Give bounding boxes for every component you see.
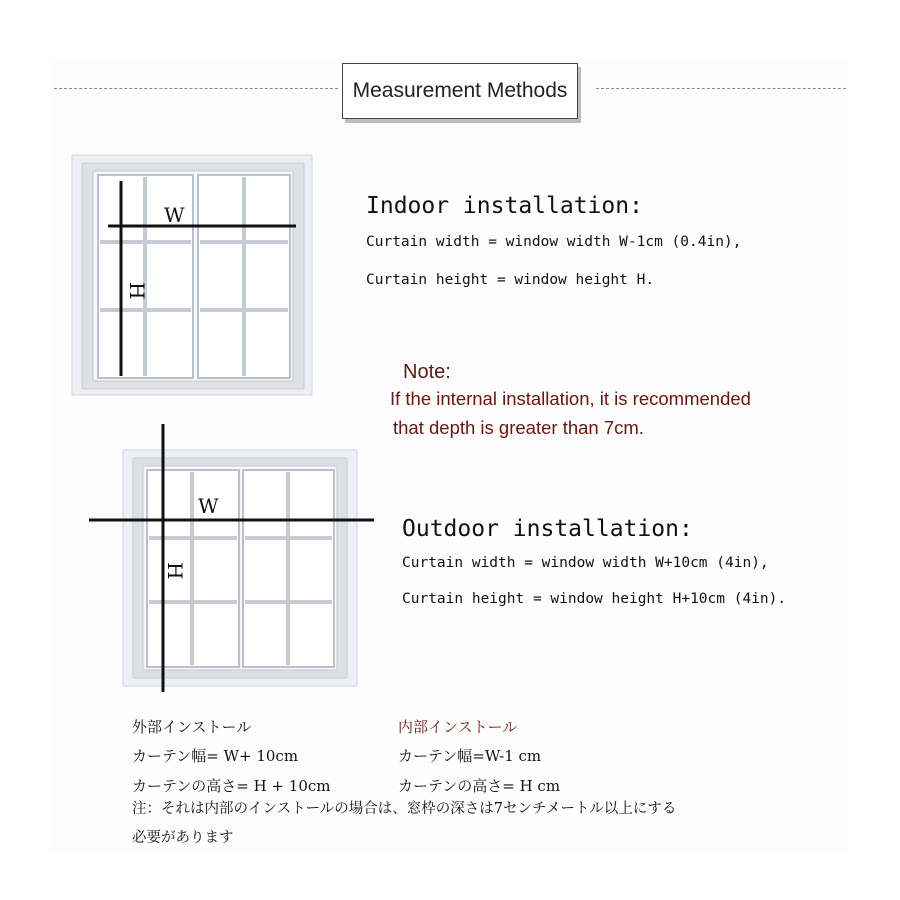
outdoor-heading: Outdoor installation:: [402, 516, 693, 542]
jp-indoor-height: カーテンの高さ= H cm: [398, 777, 561, 795]
outdoor-width-formula: Curtain width = window width W+10cm (4in),: [402, 555, 769, 571]
jp-outdoor-height: カーテンの高さ= H + 10cm: [132, 777, 331, 795]
note-line-1: If the internal installation, it is recommended: [390, 388, 751, 409]
outdoor-h-label: H: [163, 562, 187, 580]
outdoor-w-label: W: [198, 494, 219, 518]
page-title-text: Measurement Methods: [352, 79, 568, 102]
indoor-w-label: W: [164, 203, 185, 227]
jp-note-line-1: 注：それは内部のインストールの場合は、窓枠の深さは7センチメートル以上にする: [132, 801, 677, 817]
jp-outdoor-title: 外部インストール: [132, 718, 252, 736]
note-line-2: that depth is greater than 7cm.: [393, 417, 644, 438]
outdoor-height-formula: Curtain height = window height H+10cm (4in).: [402, 591, 787, 607]
jp-note-line-2: 必要があります: [132, 830, 234, 846]
indoor-heading: Indoor installation:: [366, 193, 643, 219]
jp-outdoor-width: カーテン幅= W+ 10cm: [132, 747, 299, 765]
indoor-width-formula: Curtain width = window width W-1cm (0.4in),: [366, 234, 742, 250]
note-heading: Note:: [403, 361, 451, 383]
indoor-h-label: H: [125, 282, 149, 300]
indoor-height-formula: Curtain height = window height H.: [366, 272, 655, 288]
jp-indoor-width: カーテン幅=W-1 cm: [398, 747, 542, 765]
outdoor-window-diagram: [89, 424, 374, 692]
indoor-window-diagram: [72, 155, 312, 395]
jp-indoor-title: 内部インストール: [398, 718, 518, 736]
